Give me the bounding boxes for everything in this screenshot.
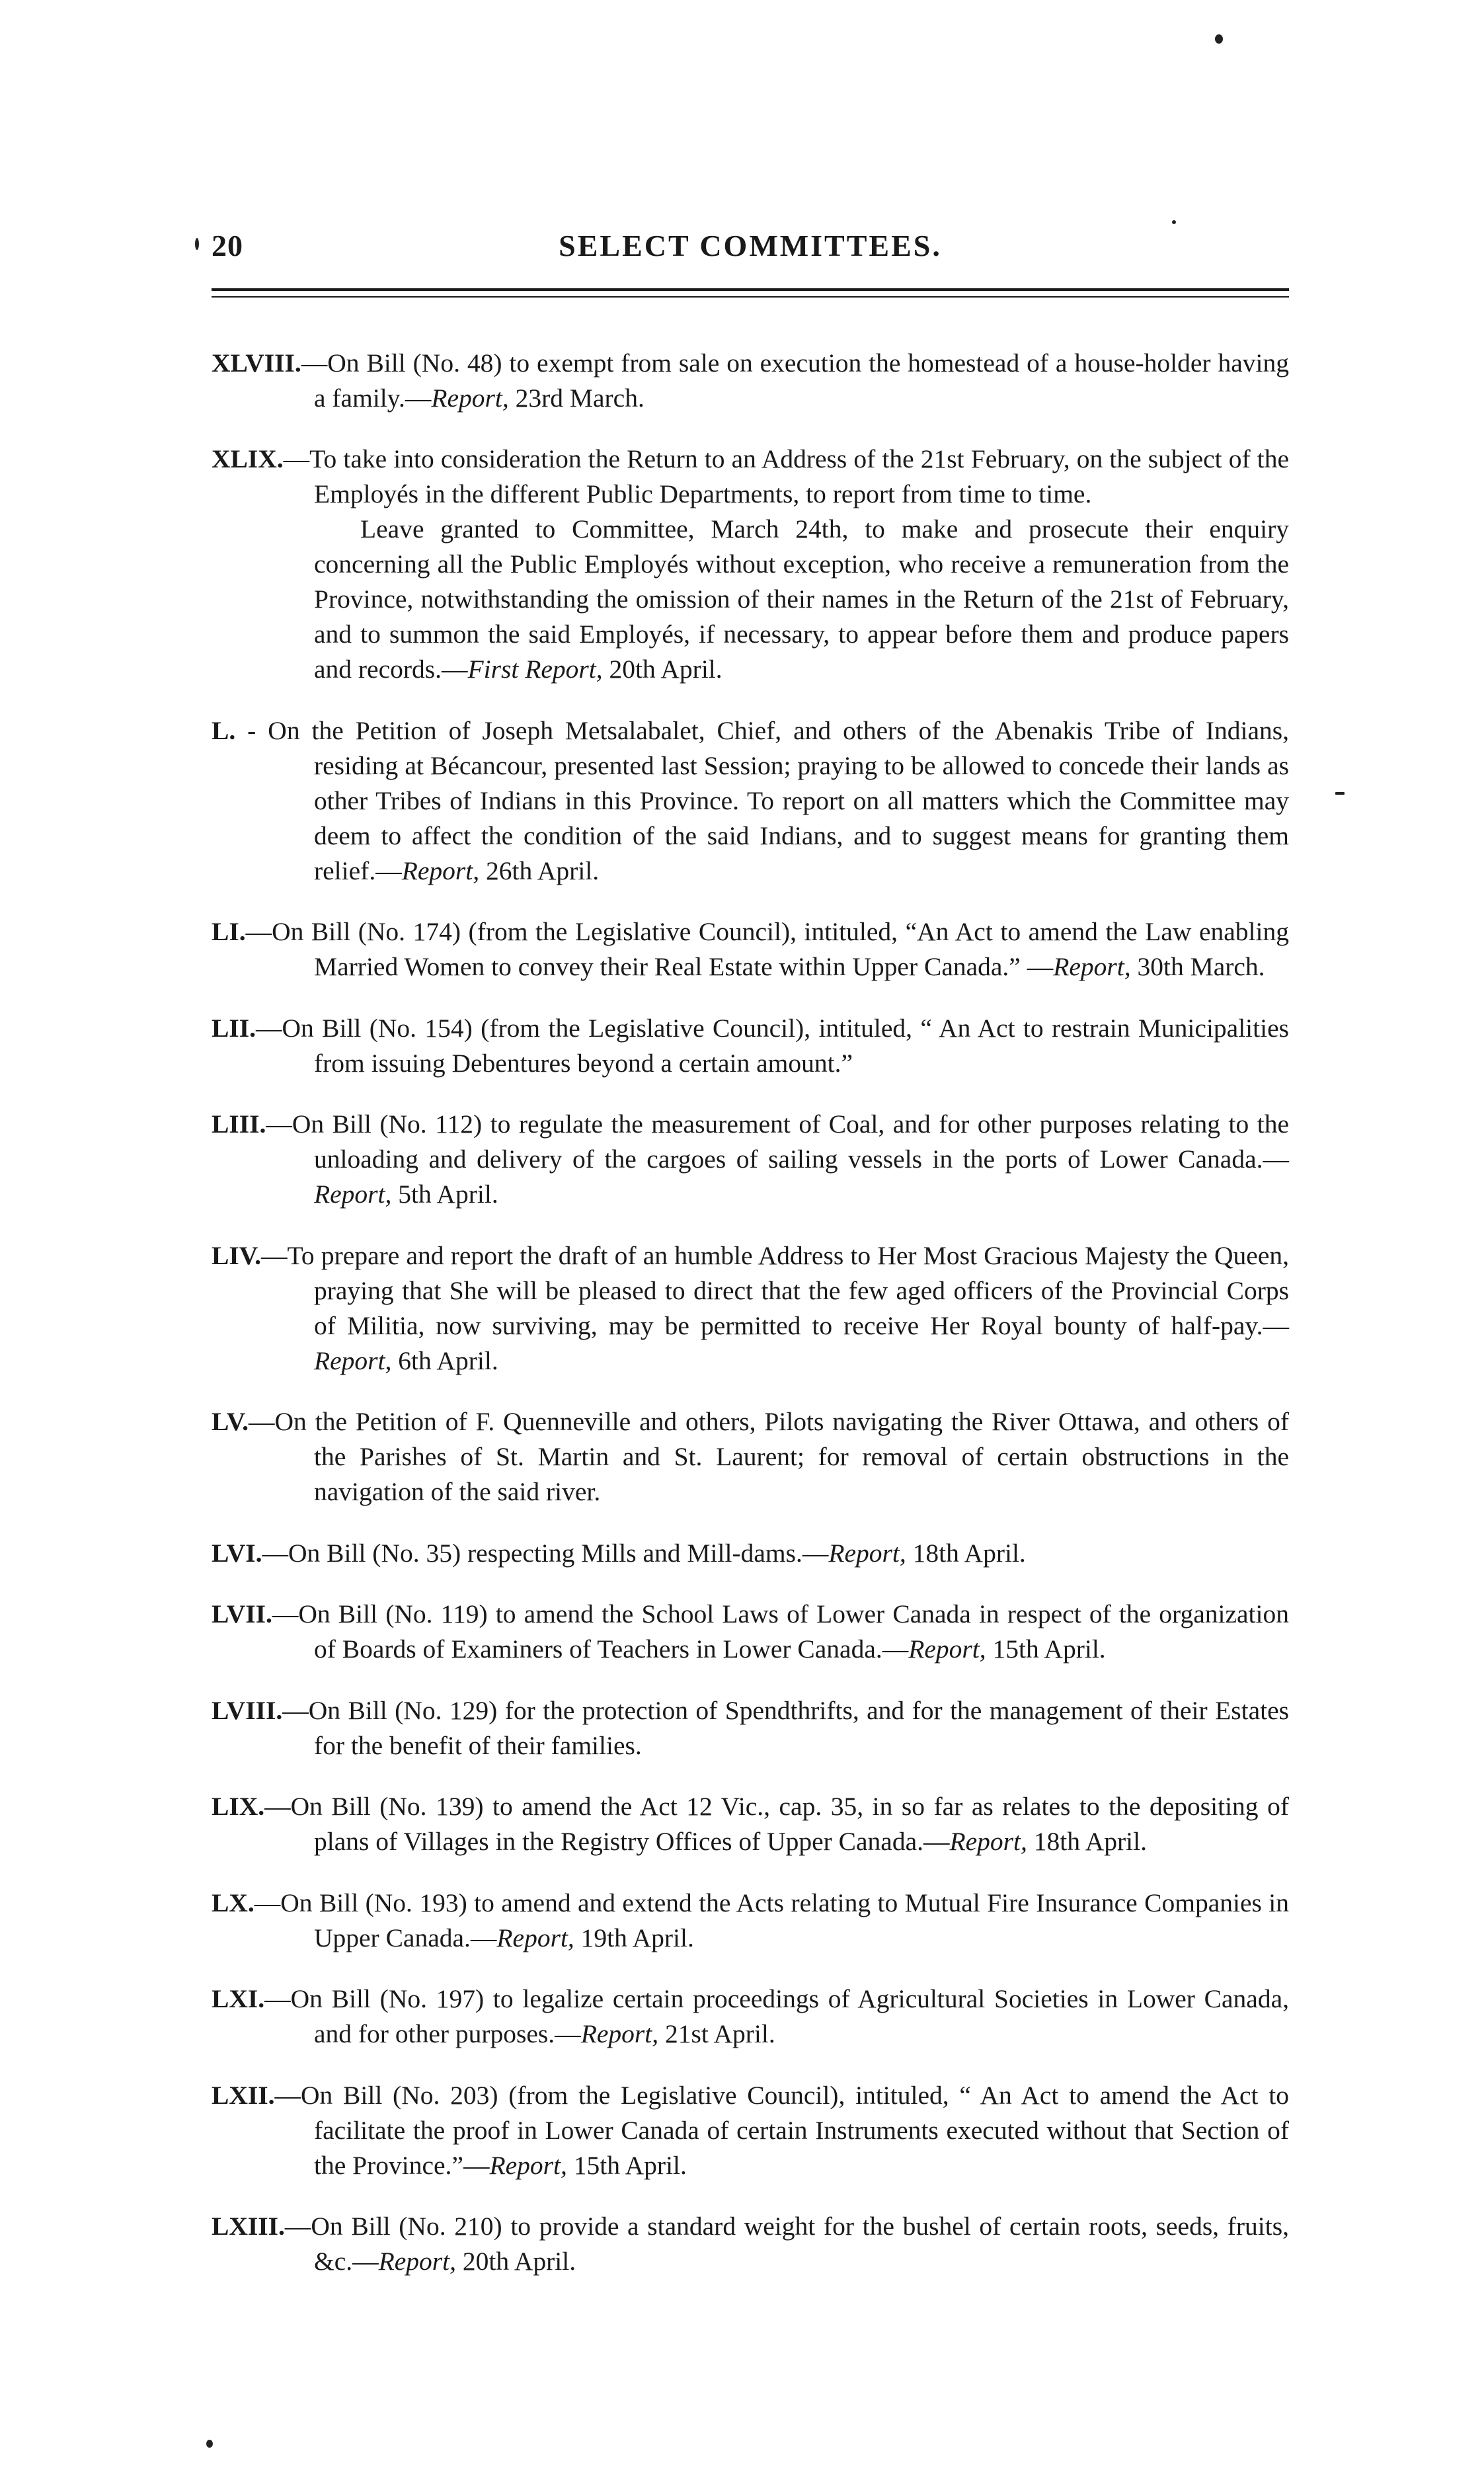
entry-text: - On the Petition of Joseph Metsalabalet, Chief, and others of the Abenakis Tribe of Indians, residing at Bécancour, presented last Session; praying to be allowed to concede their lands as other Tribes of Indians in this Province. To report on all matters which the Committee may deem to affect the condition of the said Indians, and to suggest means for granting them relief.— bbox=[235, 715, 1289, 885]
entry-date: 26th April. bbox=[479, 856, 600, 885]
entry-text: —On the Petition of F. Quenneville and others, Pilots navigating the River Ottawa, and others of the Parishes of St. Martin and St. Laurent; for removal of certain obstructions in the navigation of the said river. bbox=[249, 1407, 1289, 1506]
entry-numeral: LII. bbox=[212, 1013, 256, 1043]
entry-text: —On Bill (No. 48) to exempt from sale on execution the homestead of a house-holder having a family.— bbox=[301, 348, 1289, 413]
entry-text: —On Bill (No. 35) respecting Mills and Mill-dams.— bbox=[262, 1538, 829, 1568]
entry-numeral: LV. bbox=[212, 1407, 249, 1436]
entry-numeral: L. bbox=[212, 715, 236, 745]
entry-report: Report, bbox=[496, 1923, 574, 1952]
entry-text: —On Bill (No. 129) for the protection of Spendthrifts, and for the management of their Estates for the benefit of their families. bbox=[282, 1695, 1289, 1760]
print-speck bbox=[1172, 220, 1176, 224]
entry-text: Leave granted to Committee, March 24th, to make and prosecute their enquiry concerning all the Public Employés without exception, who receive a remuneration from the Province, notwithstanding the omission of their names in the Return of the 21st of February, and to summon the said Employés, if necessary, to appear before them and produce papers and records.— bbox=[314, 514, 1289, 684]
entry-report: Report, bbox=[949, 1827, 1027, 1856]
entry-date: 19th April. bbox=[574, 1923, 694, 1952]
entry-numeral: LIII. bbox=[212, 1109, 266, 1139]
entry-numeral: LXII. bbox=[212, 2080, 275, 2110]
entry-numeral: LVI. bbox=[212, 1538, 262, 1568]
print-speck bbox=[1215, 34, 1223, 44]
entry-numeral: LX. bbox=[212, 1888, 254, 1917]
entry-report: Report, bbox=[908, 1634, 986, 1664]
entry-text: —On Bill (No. 197) to legalize certain proceedings of Agricultural Societies in Lower Canada, and for other purposes.— bbox=[264, 1984, 1289, 2048]
entry-text: —On Bill (No. 154) (from the Legislative Council), intituled, “ An Act to restrain Municipalities from issuing Debentures beyond a certain amount.” bbox=[255, 1013, 1289, 1078]
entry-date: 5th April. bbox=[391, 1180, 498, 1209]
entry-text: —On Bill (No. 112) to regulate the measurement of Coal, and for other purposes relating to the unloading and delivery of the cargoes of sailing vessels in the ports of Lower Canada.— bbox=[266, 1109, 1289, 1174]
entry-numeral: XLVIII. bbox=[212, 348, 301, 378]
committee-entry bbox=[212, 2078, 1289, 2183]
entry-date: 6th April. bbox=[391, 1345, 498, 1375]
entry-text: —On Bill (No. 119) to amend the School Laws of Lower Canada in respect of the organization of Boards of Examiners of Teachers in Lower Canada.— bbox=[272, 1599, 1289, 1664]
entry-report: Report, bbox=[489, 2150, 567, 2180]
entry-report: Report, bbox=[314, 1180, 392, 1209]
print-speck bbox=[1335, 792, 1345, 795]
entry-numeral: LVII. bbox=[212, 1599, 272, 1628]
print-speck bbox=[195, 238, 199, 250]
entry-text: —On Bill (No. 193) to amend and extend the Acts relating to Mutual Fire Insurance Companies in Upper Canada.— bbox=[254, 1888, 1289, 1952]
entry-text: —On Bill (No. 203) (from the Legislative Council), intituled, “ An Act to amend the Act to facilitate the proof in Lower Canada of certain Instruments executed without that Section of the Province.”— bbox=[274, 2080, 1289, 2180]
entry-report: Report, bbox=[401, 856, 480, 885]
committee-entry bbox=[212, 1238, 1289, 1379]
entry-text: —On Bill (No. 139) to amend the Act 12 Vic., cap. 35, in so far as relates to the depositing of plans of Villages in the Registry Offices of Upper Canada.— bbox=[264, 1792, 1289, 1856]
page-header bbox=[212, 228, 1289, 268]
committee-entry bbox=[212, 1597, 1289, 1667]
page-number: 20 bbox=[212, 229, 243, 262]
committee-entry bbox=[212, 2209, 1289, 2279]
committee-entry bbox=[212, 1107, 1289, 1212]
entry-report: Report, bbox=[378, 2247, 457, 2276]
entry-numeral: XLIX. bbox=[212, 444, 284, 473]
entry-report: Report, bbox=[314, 1345, 392, 1375]
header-rule bbox=[212, 288, 1289, 291]
entry-numeral: LIV. bbox=[212, 1240, 262, 1270]
committee-entry bbox=[212, 1536, 1289, 1571]
entry-date: 15th April. bbox=[986, 1634, 1106, 1664]
entry-date: 18th April. bbox=[1027, 1827, 1147, 1856]
entry-report: Report, bbox=[1053, 952, 1131, 981]
entry-text: —On Bill (No. 174) (from the Legislative Council), intituled, “An Act to amend the Law enabling Married Women to convey their Real Estate within Upper Canada.” — bbox=[245, 917, 1289, 981]
committee-entry bbox=[212, 713, 1289, 889]
entry-numeral: LI. bbox=[212, 917, 246, 946]
entry-numeral: LXI. bbox=[212, 1984, 265, 2013]
entry-numeral: LXIII. bbox=[212, 2212, 285, 2241]
entry-date: 20th April. bbox=[456, 2247, 576, 2276]
entry-text: —On Bill (No. 210) to provide a standard weight for the bushel of certain roots, seeds, fruits, &c.— bbox=[284, 2212, 1289, 2276]
entry-report: Report, bbox=[580, 2019, 659, 2048]
entry-numeral: LIX. bbox=[212, 1792, 265, 1821]
committee-entry-continuation bbox=[212, 512, 1289, 687]
entry-date: 23rd March. bbox=[508, 383, 644, 413]
running-title: SELECT COMMITTEES. bbox=[559, 229, 942, 262]
committee-entry bbox=[212, 346, 1289, 416]
committee-entry bbox=[212, 1011, 1289, 1081]
committee-list bbox=[212, 319, 1289, 2296]
entry-date: 15th April. bbox=[566, 2150, 687, 2180]
committee-entry bbox=[212, 1404, 1289, 1509]
entry-date: 18th April. bbox=[906, 1538, 1026, 1568]
entry-date: 21st April. bbox=[658, 2019, 775, 2048]
entry-report: First Report, bbox=[467, 655, 603, 684]
committee-entry bbox=[212, 1789, 1289, 1859]
entry-report: Report, bbox=[431, 383, 509, 413]
entry-date: 30th March. bbox=[1130, 952, 1265, 981]
committee-entry bbox=[212, 1886, 1289, 1956]
entry-text: —To prepare and report the draft of an humble Address to Her Most Gracious Majesty the Queen, praying that She will be pleased to direct that the few aged officers of the Provincial Corps of Militia, now surviving, may be permitted to receive Her Royal bounty of half-pay.— bbox=[261, 1240, 1289, 1340]
entry-numeral: LVIII. bbox=[212, 1695, 283, 1725]
entry-date: 20th April. bbox=[602, 655, 722, 684]
committee-entry bbox=[212, 1693, 1289, 1763]
committee-entry bbox=[212, 1982, 1289, 2052]
committee-entry bbox=[212, 914, 1289, 984]
header-rule bbox=[212, 296, 1289, 298]
entry-report: Report, bbox=[828, 1538, 906, 1568]
entry-text: —To take into consideration the Return to an Address of the 21st February, on the subject of the Employés in the different Public Departments, to report from time to time. bbox=[283, 444, 1289, 508]
committee-entry bbox=[212, 442, 1289, 512]
print-speck bbox=[206, 2440, 213, 2448]
